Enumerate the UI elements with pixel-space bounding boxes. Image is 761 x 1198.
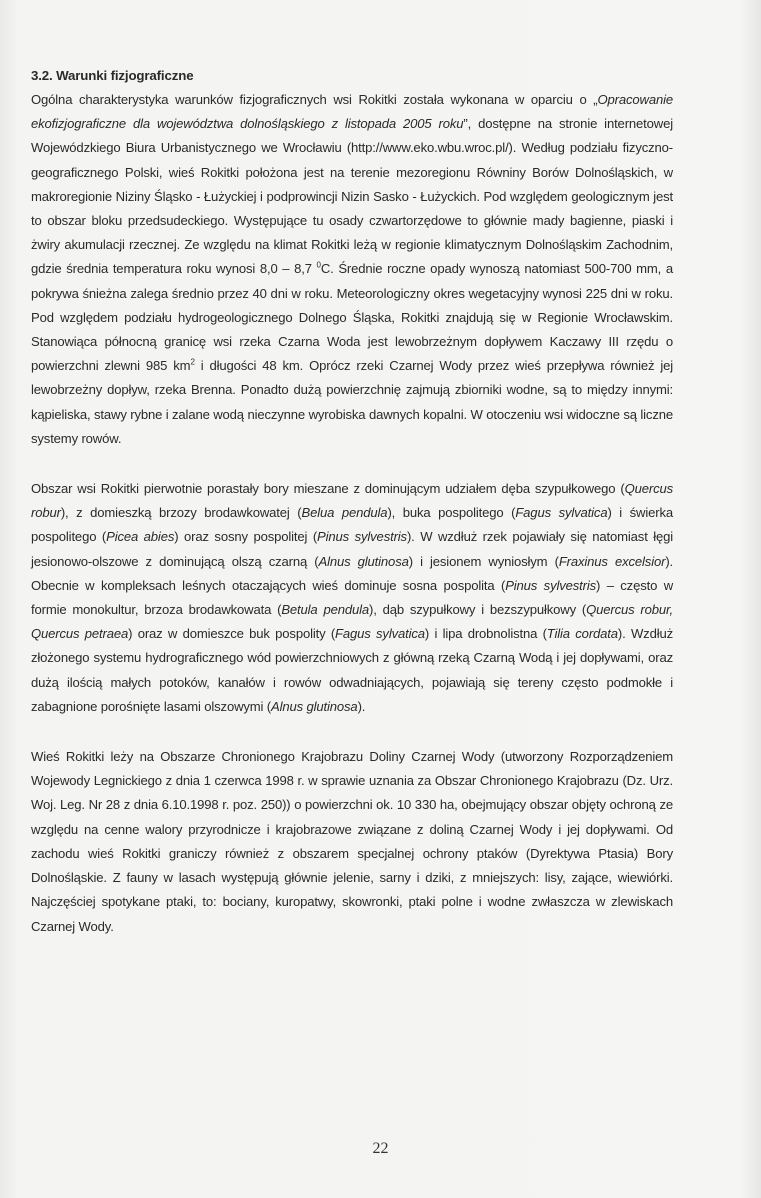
section-heading: 3.2. Warunki fizjograficzne — [31, 68, 194, 83]
text-run: ). Obecnie w kompleksach leśnych otaczających wieś dominuje sosna pospolita ( — [31, 553, 674, 593]
superscript: 0 — [316, 261, 321, 271]
text-run: ) i świerka pospolitego ( — [31, 505, 673, 545]
text-run: ) oraz w domieszce buk pospolity ( — [128, 626, 336, 642]
species-name: Pinus sylvestris — [505, 577, 597, 593]
text-run: Ogólna charakterystyka warunków fizjograficznych wsi Rokitki została wykonana w oparciu o „ — [31, 92, 598, 107]
species-name: Alnus glutinosa — [318, 553, 409, 569]
text-run: ), z domieszką brzozy brodawkowatej ( — [60, 505, 302, 521]
text-run: i długości 48 km. Oprócz rzeki Czarnej Wody przez wieś przepływa również jej lewobrzeżny dopływ, rzeka Brenna. Ponadto dużą powierzchnię zajmują zbiorniki wodne, są to między innymi: kąpieliska, stawy rybne i zalane wodą nieczynne wyrobiska dawnych kopalni. W otoczeniu wsi widoczne są liczne systemy rowów. — [31, 358, 673, 446]
text-run: ), buka pospolitego ( — [387, 505, 516, 521]
text-run: Wieś Rokitki leży na Obszarze Chronionego Krajobrazu Doliny Czarnej Wody (utworzony Rozporządzeniem Wojewody Legnickiego z dnia 1 czerwca 1998 r. w sprawie uznania za Obszar Chronionego Krajobrazu (Dz. Urz. Woj. Leg. Nr 28 z dnia 6.10.1998 r. poz. 250)) o powierzchni ok. 10 330 ha, obejmujący obszar objęty ochroną ze względu na cenne walory przyrodnicze i krajobrazowe związane z doliną Czarnej Wody i jej dopływami. Od zachodu wieś Rokitki graniczy również z obszarem specjalnej ochrony ptaków (Dyrektywa Ptasia) Bory Dolnośląskie. Z fauny w lasach występują głównie jelenie, sarny i dziki, z mniejszych: lisy, zające, wiewiórki. Najczęściej spotykane ptaki, to: bociany, kuropatwy, skowronki, ptaki polne i wodne zwłaszcza w zlewiskach Czarnej Wody. — [31, 749, 673, 934]
species-name: Alnus glutinosa — [271, 698, 358, 714]
species-name: Belua pendula — [301, 505, 388, 521]
species-name: Opracowanie ekofizjograficzne dla województwa dolnośląskiego z listopada 2005 roku — [31, 92, 673, 132]
page-number: 22 — [372, 1140, 389, 1157]
text-run: ). — [357, 698, 366, 714]
text-run: ) – często w formie monokultur, brzoza brodawkowata ( — [31, 577, 673, 618]
page-content — [31, 64, 673, 939]
species-name: Picea abies — [106, 529, 175, 545]
text-run: ) oraz sosny pospolitej ( — [174, 529, 318, 545]
paragraph-vegetation — [31, 477, 673, 719]
text-run: ). Wzdłuż złożonego systemu hydrograficznego wód powierzchniowych z główną rzeką Czarną Wodą i jej dopływami, oraz dużą ilością małych potoków, kanałów i rowów odwadniających, pojawiają się tereny często podmokłe i zabagnione porośnięte lasami olszowymi ( — [31, 626, 673, 714]
paragraph-protected-area — [31, 745, 673, 939]
species-name: Fagus sylvatica — [515, 505, 608, 521]
text-run: ) i lipa drobnolistna ( — [424, 626, 547, 642]
species-name: Quercus robur, Quercus petraea — [31, 602, 673, 642]
text-run: ). W wzdłuż rzek pojawiały się natomiast łęgi jesionowo-olszowe z dominującą olszą czarną ( — [31, 529, 674, 569]
text-run: C. Średnie roczne opady wynoszą natomiast 500-700 mm, a pokrywa śnieżna zalega średnio przez 40 dni w roku. Meteorologiczny okres wegetacyjny wynosi 225 dni w roku. Pod względem podziału hydrogeologicznego Dolnego Śląska, Rokitki znajdują się w Regionie Wrocławskim. Stanowiąca północną granicę wsi rzeka Czarna Woda jest lewobrzeżnym dopływem Kaczawy III rzędu o powierzchni zlewni 985 km — [31, 261, 673, 374]
superscript: 2 — [190, 357, 195, 367]
species-name: Betula pendula — [281, 602, 369, 618]
paragraph-physiography — [31, 88, 673, 451]
species-name: Tilia cordata — [546, 626, 618, 642]
species-name: Pinus sylvestris — [317, 529, 407, 545]
text-run: ), dąb szypułkowy i bezszypułkowy ( — [369, 602, 587, 618]
text-run: ”, dostępne na stronie internetowej Wojewódzkiego Biura Urbanistycznego we Wrocławiu (http://www.eko.wbu.wroc.pl/). Według podziału fizyczno-geograficznego Polski, wieś Rokitki położona jest na terenie mezoregionu Równiny Borów Dolnośląskich, w makroregionie Niziny Śląsko - Łużyckiej i podprowincji Nizin Sasko - Łużyckich. Pod względem geologicznym jest to obszar bloku przedsudeckiego. Występujące tu osady czwartorzędowe to głównie mady bagienne, piaski i żwiry akumulacji rzecznej. Ze względu na klimat Rokitki leżą w regionie klimatycznym Dolnośląskim Zachodnim, gdzie średnia temperatura roku wynosi 8,0 – 8,7 — [31, 116, 673, 277]
species-name: Quercus robur — [31, 481, 673, 521]
species-name: Fraxinus excelsior — [558, 553, 666, 569]
text-run: Obszar wsi Rokitki pierwotnie porastały bory mieszane z dominującym udziałem dęba szypułkowego ( — [31, 481, 625, 497]
species-name: Fagus sylvatica — [335, 626, 425, 642]
text-run: ) i jesionem wyniosłym ( — [408, 553, 559, 569]
